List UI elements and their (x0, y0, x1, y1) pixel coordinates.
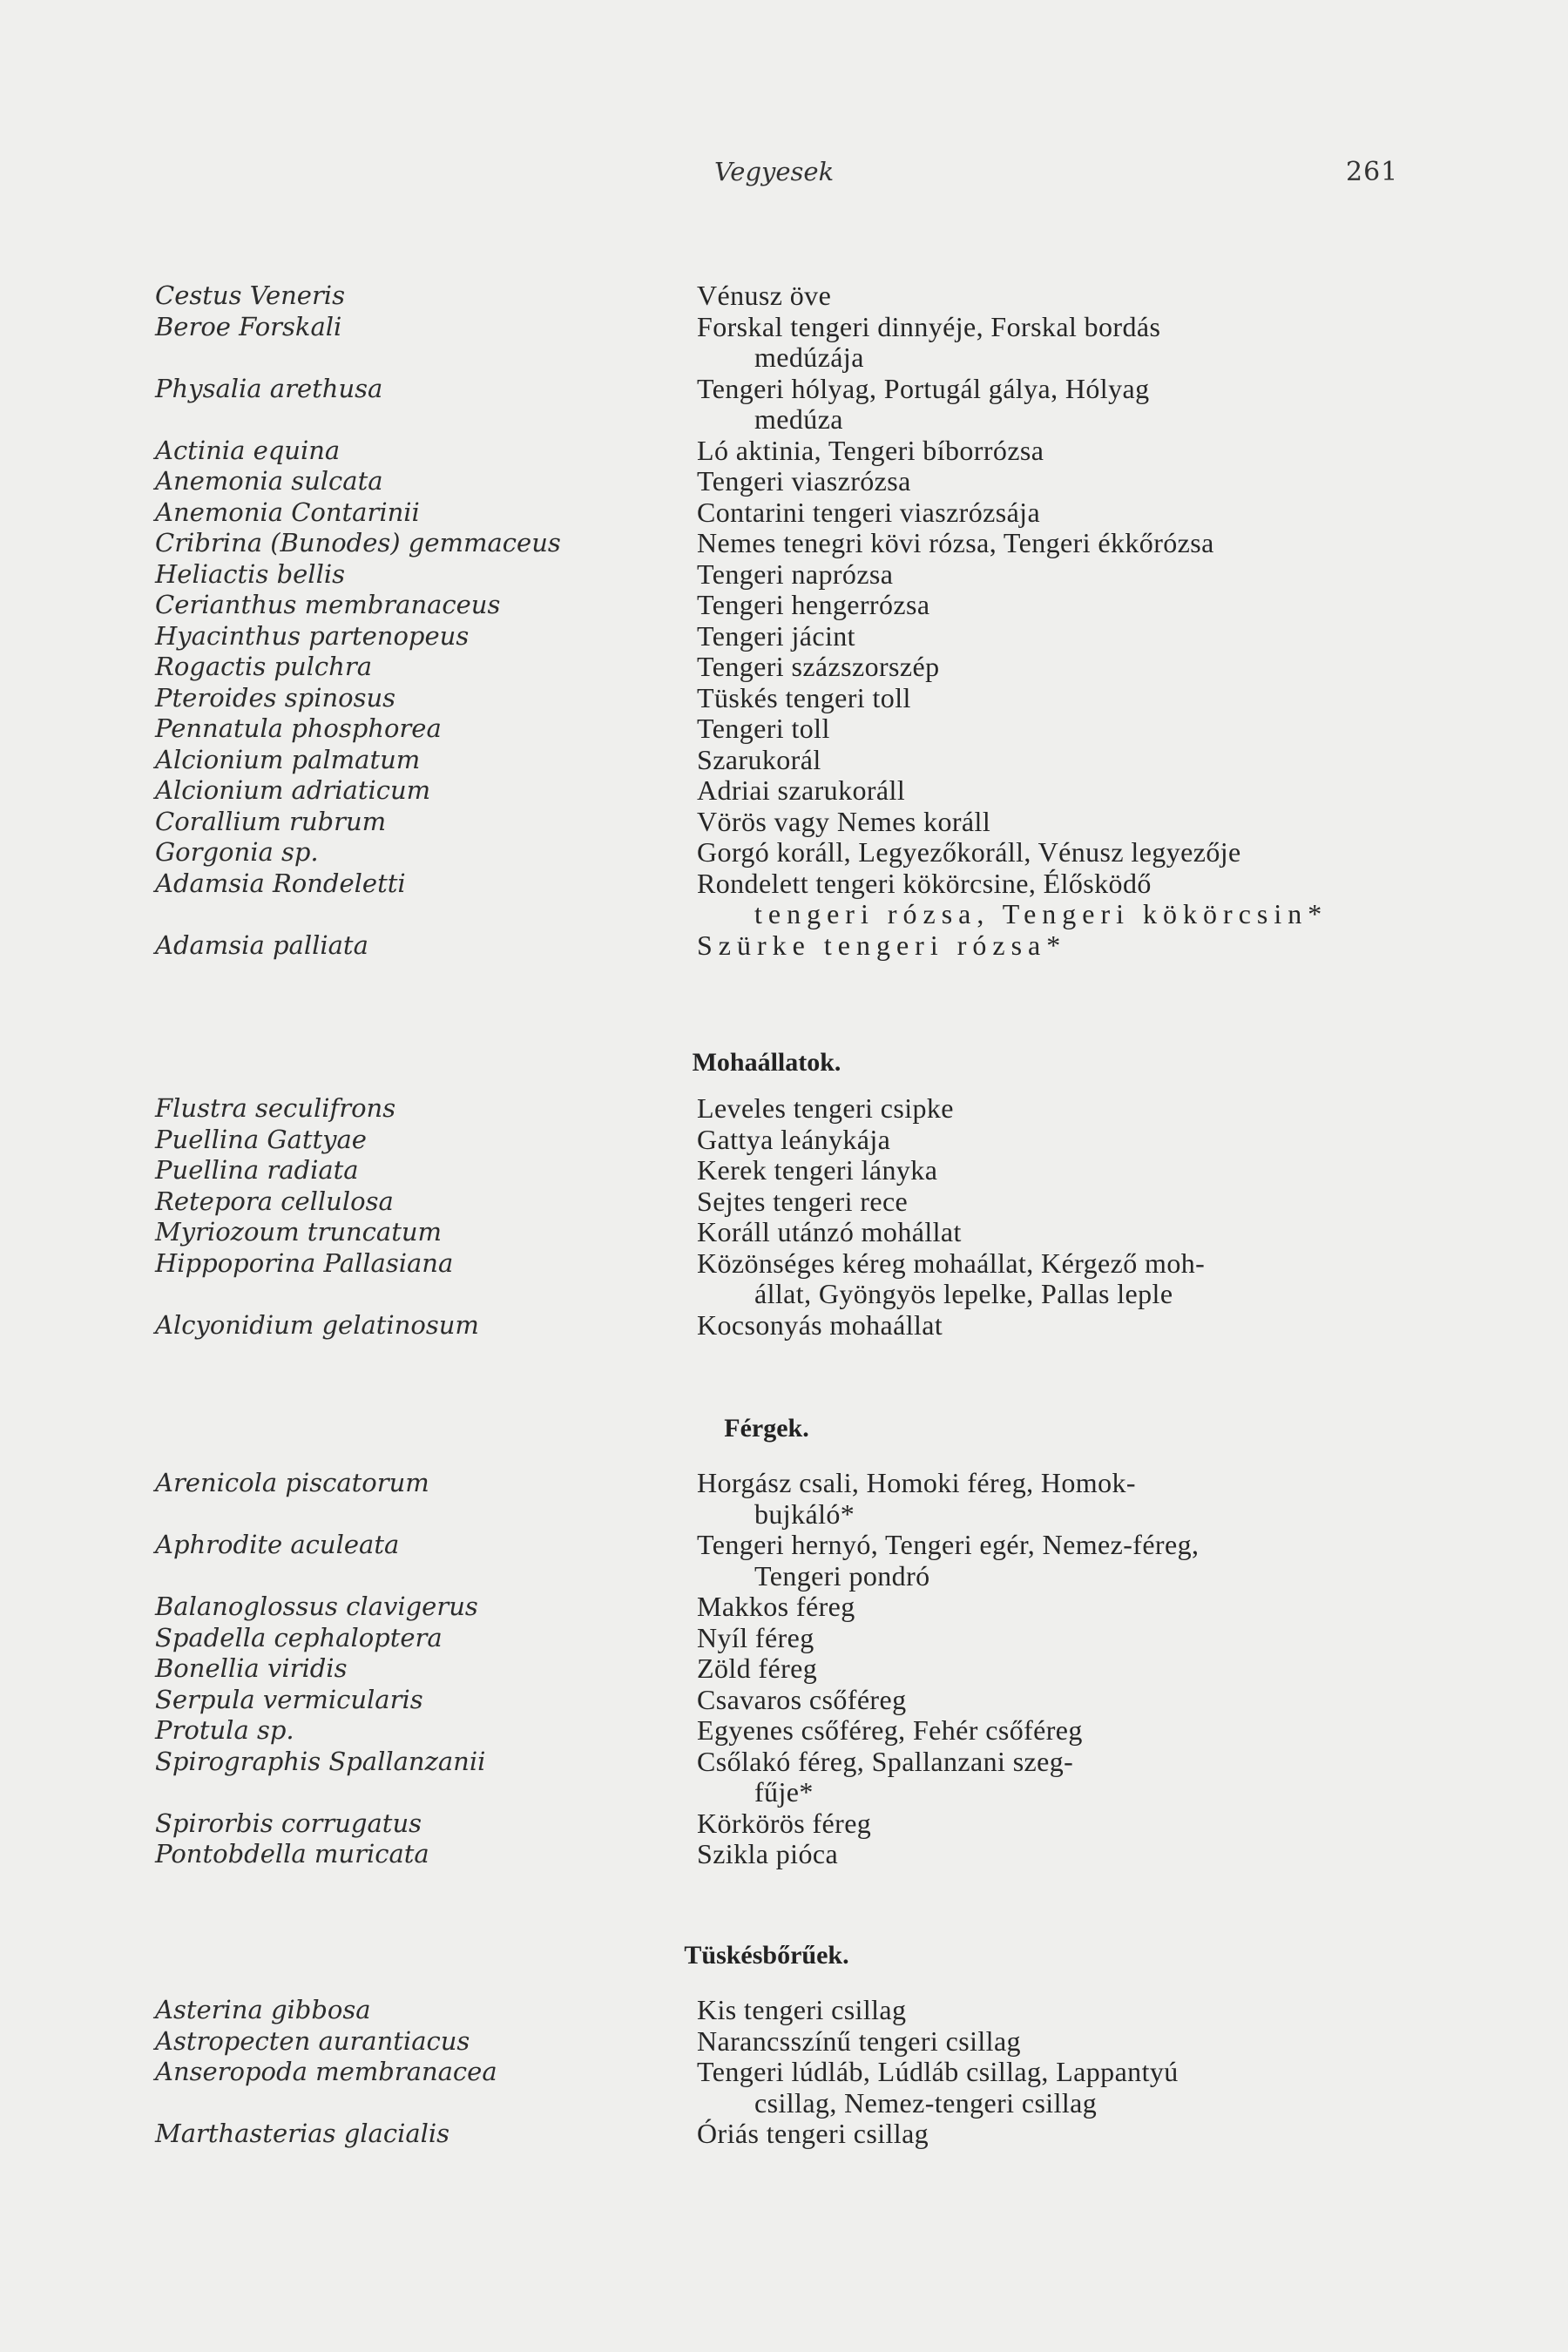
hungarian-line: Vörös vagy Nemes koráll (697, 805, 991, 837)
latin-name: Beroe Forskali (155, 311, 342, 341)
latin-name: Alcyonidium gelatinosum (155, 1309, 479, 1340)
hungarian-continuation: fűje* (754, 1776, 814, 1808)
hungarian-name (697, 1125, 1402, 1156)
hungarian-line: Tengeri hólyag, Portugál gálya, Hólyag (697, 372, 1150, 404)
hungarian-name (697, 1186, 1402, 1218)
running-head (0, 157, 1568, 192)
latin-name: Marthasterias glacialis (155, 2119, 450, 2148)
hungarian-name (697, 1623, 1402, 1654)
hungarian-name (697, 683, 1402, 714)
latin-name: Hyacinthus partenopeus (155, 620, 470, 651)
latin-name: Retepora cellulosa (155, 1186, 394, 1216)
hungarian-line: Tengeri hernyó, Tengeri egér, Nemez-féreg, (697, 1529, 1200, 1560)
hungarian-name (697, 868, 1402, 930)
hungarian-line: Ló aktinia, Tengeri bíborrózsa (697, 434, 1044, 466)
latin-name: Spadella cephaloptera (155, 1622, 443, 1652)
hungarian-name (697, 559, 1402, 591)
latin-name: Cerianthus membranaceus (155, 590, 501, 619)
hungarian-name (697, 1468, 1402, 1530)
section-heading: Mohaállatok. (692, 1048, 841, 1077)
hungarian-continuation: bujkáló* (754, 1497, 855, 1530)
hungarian-line: Nyíl féreg (697, 1621, 814, 1653)
latin-name: Corallium rubrum (155, 806, 387, 836)
latin-name: Rogactis pulchra (155, 652, 373, 681)
hungarian-line: Narancsszínű tengeri csillag (697, 2024, 1021, 2057)
section-heading: Férgek. (724, 1414, 809, 1443)
hungarian-name (697, 1592, 1402, 1623)
latin-name: Asterina gibbosa (155, 1995, 371, 2024)
hungarian-line: Leveles tengeri csipke (697, 1092, 954, 1124)
latin-name: Bonellia viridis (155, 1653, 348, 1683)
latin-name: Astropecten aurantiacus (155, 2025, 470, 2056)
hungarian-line: Sejtes tengeri rece (697, 1185, 909, 1217)
hungarian-line: Közönséges kéreg mohaállat, Kérgező moh- (697, 1247, 1206, 1279)
hungarian-name (697, 1685, 1402, 1716)
latin-name: Anemonia sulcata (155, 466, 383, 496)
latin-name: Pontobdella muricata (155, 1839, 429, 1869)
hungarian-line: Tengeri százszorszép (697, 651, 940, 682)
hungarian-continuation: tengeri rózsa, Tengeri kökörcsin* (754, 898, 1328, 929)
hungarian-line: Tengeri naprózsa (697, 558, 894, 590)
hungarian-name (697, 590, 1402, 621)
hungarian-line: Tengeri hengerrózsa (697, 589, 930, 620)
hungarian-name (697, 497, 1402, 529)
hungarian-name (697, 1217, 1402, 1248)
hungarian-line: Zöld féreg (697, 1652, 818, 1684)
latin-name: Alcionium palmatum (155, 744, 421, 774)
hungarian-name (697, 1093, 1402, 1125)
latin-name: Actinia equina (155, 435, 341, 465)
hungarian-line: Adriai szarukoráll (697, 774, 906, 806)
latin-name: Puellina radiata (155, 1155, 359, 1185)
hungarian-line: Tengeri viaszrózsa (697, 465, 911, 497)
hungarian-line: Tengeri toll (697, 713, 830, 744)
latin-name: Flustra seculifrons (155, 1093, 396, 1123)
hungarian-line: Horgász csali, Homoki féreg, Homok- (697, 1467, 1136, 1498)
hungarian-name (697, 807, 1402, 838)
hungarian-line: Makkos féreg (697, 1591, 855, 1622)
hungarian-continuation: Tengeri pondró (754, 1559, 930, 1592)
latin-name: Pennatula phosphorea (155, 713, 442, 743)
hungarian-line: Contarini tengeri viaszrózsája (697, 496, 1041, 528)
hungarian-name (697, 713, 1402, 745)
hungarian-name (697, 528, 1402, 559)
latin-name: Cestus Veneris (155, 280, 345, 310)
hungarian-line: Csőlakó féreg, Spallanzani szeg- (697, 1745, 1074, 1777)
latin-name: Anemonia Contarinii (155, 497, 420, 527)
hungarian-line: Kis tengeri csillag (697, 1994, 907, 2025)
latin-name: Spirographis Spallanzanii (155, 1746, 486, 1776)
hungarian-name (697, 2026, 1402, 2058)
section-heading: Tüskésbőrűek. (684, 1941, 849, 1970)
hungarian-line: Tengeri lúdláb, Lúdláb csillag, Lappantyú (697, 2056, 1179, 2087)
hungarian-name (697, 1653, 1402, 1685)
hungarian-line: Csavaros csőféreg (697, 1683, 907, 1715)
latin-name: Balanoglossus clavigerus (155, 1592, 478, 1621)
hungarian-name (697, 280, 1402, 312)
latin-name: Spirorbis corrugatus (155, 1808, 422, 1838)
hungarian-line: Kocsonyás mohaállat (697, 1308, 943, 1341)
latin-name: Aphrodite aculeata (155, 1530, 400, 1559)
hungarian-name (697, 1747, 1402, 1808)
latin-name: Pteroides spinosus (155, 682, 396, 713)
hungarian-name (697, 1310, 1402, 1342)
hungarian-name (697, 374, 1402, 436)
hungarian-line: Gorgó koráll, Legyezőkoráll, Vénusz legyezője (697, 836, 1241, 868)
latin-name: Anseropoda membranacea (155, 2057, 497, 2086)
hungarian-name (697, 312, 1402, 374)
hungarian-line: Szürke tengeri rózsa* (697, 929, 1067, 961)
hungarian-continuation: állat, Gyöngyös lepelke, Pallas leple (754, 1278, 1173, 1309)
hungarian-name (697, 1530, 1402, 1592)
hungarian-line: Tüskés tengeri toll (697, 681, 911, 713)
latin-name: Puellina Gattyae (155, 1124, 367, 1154)
hungarian-continuation: medúza (754, 403, 843, 435)
latin-name: Adamsia Rondeletti (155, 868, 406, 898)
hungarian-name (697, 621, 1402, 652)
hungarian-line: Szikla pióca (697, 1838, 839, 1869)
latin-name: Heliactis bellis (155, 558, 345, 589)
hungarian-line: Rondelett tengeri kökörcsine, Élősködő (697, 867, 1152, 899)
hungarian-line: Tengeri jácint (697, 619, 855, 652)
hungarian-line: Forskal tengeri dinnyéje, Forskal bordás (697, 310, 1161, 342)
latin-name: Hippoporina Pallasiana (155, 1247, 454, 1278)
hungarian-name (697, 2119, 1402, 2150)
latin-name: Adamsia palliata (155, 929, 368, 960)
hungarian-name (697, 1715, 1402, 1747)
hungarian-line: Körkörös féreg (697, 1807, 872, 1839)
hungarian-name (697, 775, 1402, 807)
hungarian-name (697, 1248, 1402, 1310)
hungarian-name (697, 837, 1402, 868)
hungarian-continuation: csillag, Nemez-tengeri csillag (754, 2086, 1098, 2119)
hungarian-name (697, 652, 1402, 683)
latin-name: Physalia arethusa (155, 373, 383, 403)
hungarian-line: Óriás tengeri csillag (697, 2118, 929, 2149)
hungarian-line: Koráll utánzó mohállat (697, 1216, 962, 1247)
latin-name: Serpula vermicularis (155, 1684, 423, 1714)
latin-name: Myriozoum truncatum (155, 1217, 443, 1247)
hungarian-line: Szarukorál (697, 743, 821, 775)
hungarian-name (697, 436, 1402, 467)
latin-name: Cribrina (Bunodes) gemmaceus (155, 528, 561, 558)
hungarian-name (697, 1155, 1402, 1186)
hungarian-name (697, 930, 1402, 962)
hungarian-name (697, 1995, 1402, 2026)
latin-name: Arenicola piscatorum (155, 1468, 429, 1497)
hungarian-name (697, 2057, 1402, 2119)
running-title: Vegyesek (714, 157, 835, 186)
page-number: 261 (1346, 157, 1399, 187)
hungarian-name (697, 1808, 1402, 1840)
hungarian-line: Egyenes csőféreg, Fehér csőféreg (697, 1714, 1083, 1746)
latin-name: Gorgonia sp. (155, 837, 319, 867)
hungarian-name (697, 466, 1402, 497)
hungarian-line: Nemes tenegri kövi rózsa, Tengeri ékkőrózsa (697, 527, 1214, 558)
hungarian-line: Vénusz öve (697, 280, 832, 311)
hungarian-line: Kerek tengeri lányka (697, 1154, 938, 1186)
hungarian-name (697, 745, 1402, 776)
latin-name: Protula sp. (155, 1715, 294, 1745)
hungarian-line: Gattya leánykája (697, 1123, 891, 1155)
hungarian-name (697, 1839, 1402, 1870)
latin-name: Alcionium adriaticum (155, 775, 431, 805)
hungarian-continuation: medúzája (754, 341, 864, 373)
